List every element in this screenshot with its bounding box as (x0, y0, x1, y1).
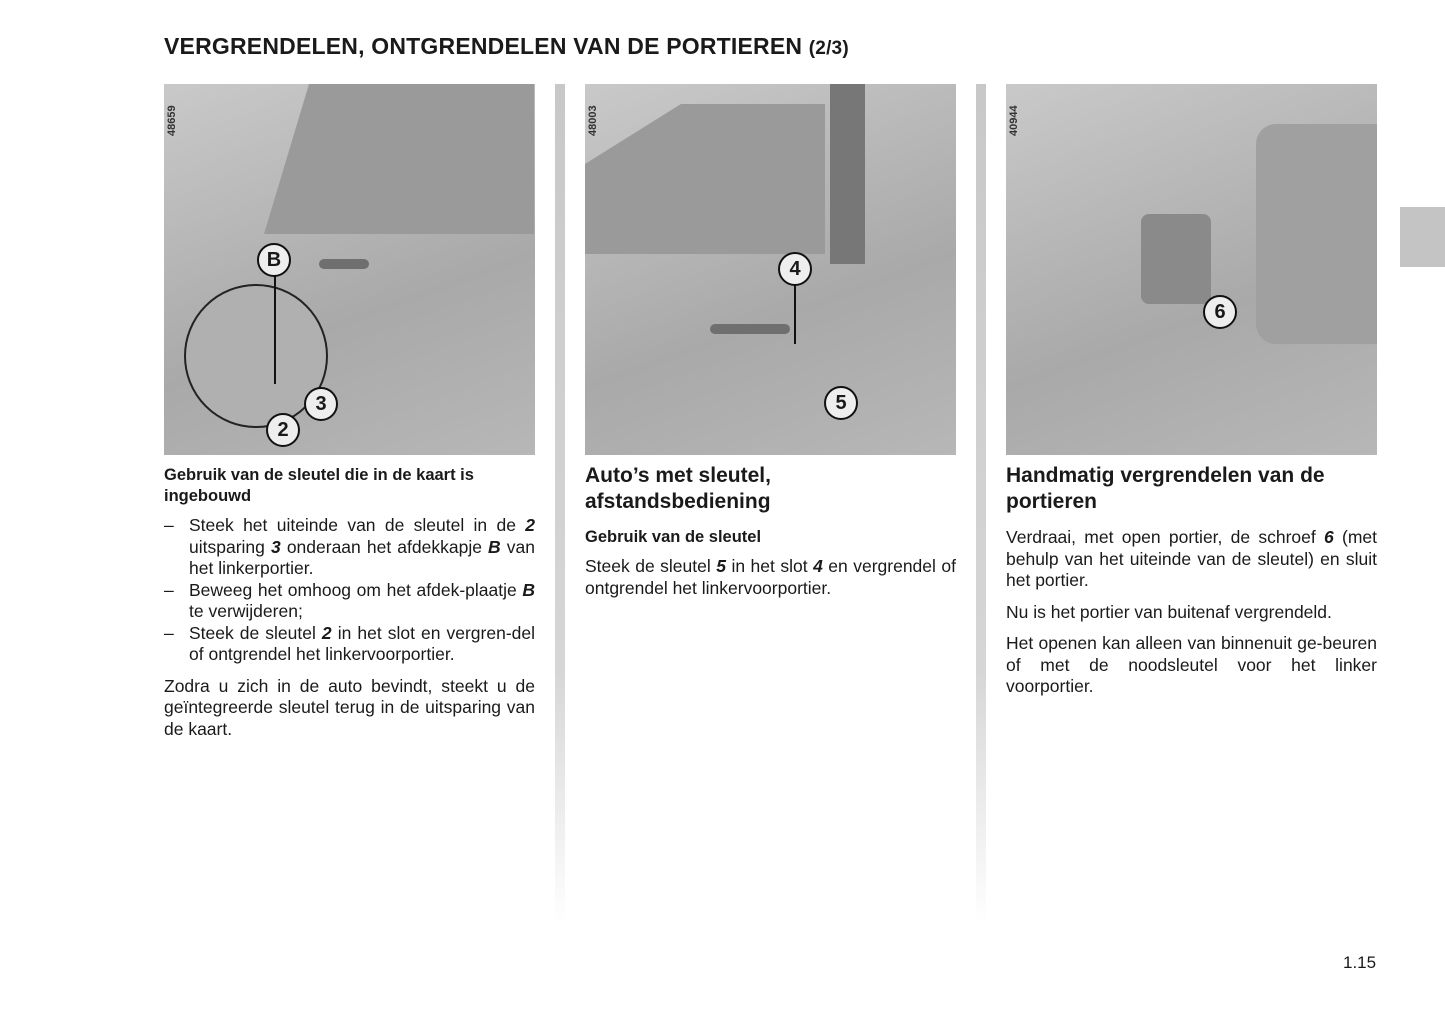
callout-5: 5 (824, 386, 858, 420)
text-segment: Steek de sleutel (585, 556, 717, 576)
illustration-door-latch (1006, 84, 1377, 455)
paragraph (164, 676, 535, 741)
illustration-card-key (164, 84, 535, 455)
reference-number: 2 (525, 515, 535, 535)
reference-number: 5 (716, 556, 726, 576)
section-heading: Gebruik van de sleutel die in de kaart is ingebouwd (164, 466, 474, 505)
callout-6: 6 (1203, 295, 1237, 329)
reference-number: 3 (270, 536, 281, 557)
list-item (164, 515, 535, 580)
text-segment: Steek het uiteinde van de sleutel in de (189, 515, 526, 535)
text-segment: uitsparing (189, 536, 271, 557)
reference-number: B (488, 536, 501, 557)
text-segment: Beweeg het omhoog om het afdek-plaatje (189, 579, 523, 600)
callout-4: 4 (778, 252, 812, 286)
reference-number: 2 (321, 622, 332, 643)
page-number: 1.15 (1343, 953, 1377, 972)
column-manual-lock (1006, 84, 1377, 708)
image-id: 40944 (1008, 105, 1020, 136)
callout-3: 3 (304, 387, 338, 421)
text-segment: onderaan het afdekkapje (280, 536, 489, 557)
section-heading: Handmatig vergrendelen van de portieren (1006, 464, 1325, 513)
column-divider (976, 84, 986, 924)
illustration-door-lock (585, 84, 956, 455)
text-segment: (met behulp van het uiteinde van de sleutel) en sluit het portier. (1006, 527, 1378, 590)
title-main: VERGRENDELEN, ONTGRENDELEN VAN DE PORTIEREN (164, 33, 803, 59)
title-part: (2/3) (808, 38, 849, 59)
column-divider (555, 84, 565, 924)
image-id: 48003 (587, 105, 599, 136)
step-list (164, 515, 535, 666)
text-segment: te verwijderen; (189, 601, 303, 621)
section-heading: Auto’s met sleutel, afstandsbediening (585, 464, 771, 513)
column-card-key (164, 84, 535, 750)
text-segment: Verdraai, met open portier, de schroef (1006, 527, 1325, 547)
text-segment: in het slot en vergren-del of ontgrendel het linkervoorportier. (189, 622, 535, 664)
callout-B: B (257, 243, 291, 277)
text-segment: Zodra u zich in de auto bevindt, steekt u de geïntegreerde sleutel terug in de uitsparing van de kaart. (164, 675, 535, 739)
paragraph (1006, 527, 1377, 592)
reference-number: B (522, 579, 535, 600)
page-title (164, 33, 849, 60)
list-item (164, 580, 535, 623)
paragraph (585, 556, 956, 599)
text-segment: Het openen kan alleen van binnenuit ge-beuren of met de noodsleutel voor het linker voorportier. (1006, 633, 1377, 696)
text-segment: Nu is het portier van buitenaf vergrendeld. (1006, 601, 1332, 622)
image-id: 48659 (166, 105, 178, 136)
paragraph (1006, 633, 1377, 698)
subsection-heading: Gebruik van de sleutel (585, 528, 762, 546)
text-segment: van het linkerportier. (189, 536, 535, 578)
column-remote-key (585, 84, 956, 609)
reference-number: 6 (1324, 527, 1334, 547)
text-segment: en vergrendel of ontgrendel het linkervoorportier. (585, 556, 956, 598)
reference-number: 4 (813, 556, 823, 576)
paragraph (1006, 602, 1377, 624)
chapter-tab (1400, 207, 1445, 267)
callout-2: 2 (266, 413, 300, 447)
text-segment: Steek de sleutel (189, 622, 322, 643)
text-segment: in het slot (725, 556, 814, 576)
list-item (164, 623, 535, 666)
